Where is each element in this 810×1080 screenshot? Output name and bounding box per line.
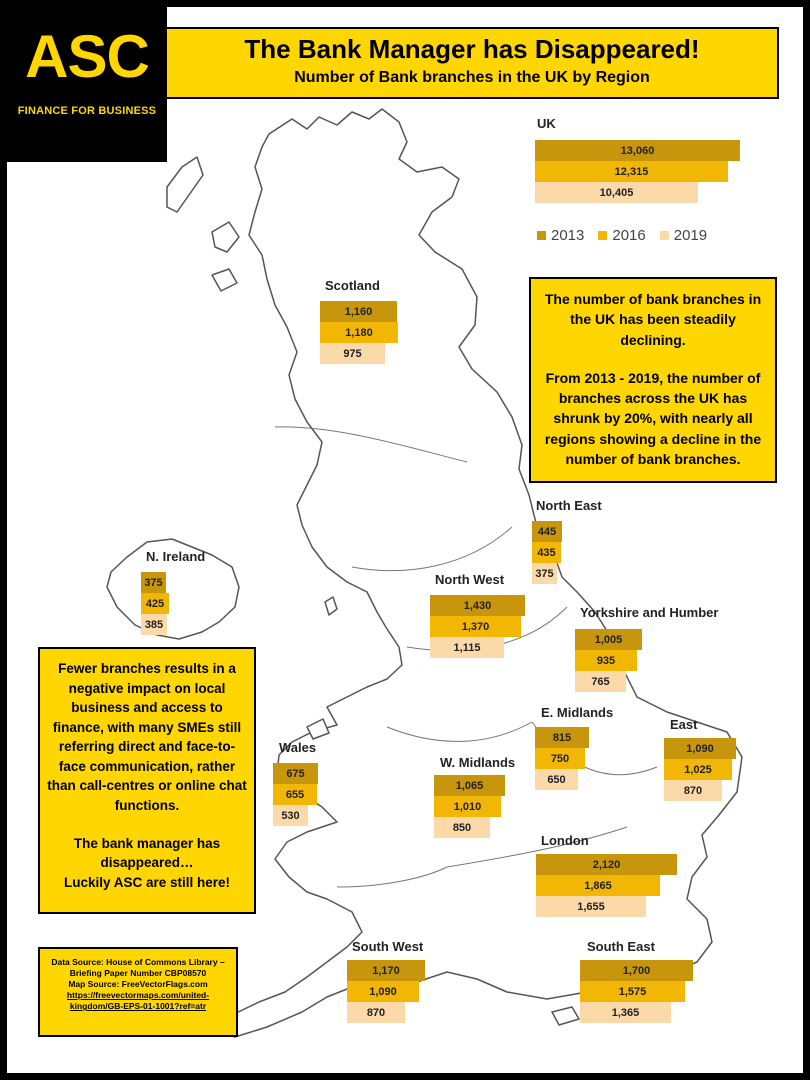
bar-east-2019 <box>664 780 722 801</box>
region-label-london: London <box>541 833 589 848</box>
bar-label-yorkshire-and-humber-2013: 1,005 <box>594 633 623 646</box>
asc-logo: ASC <box>25 23 149 90</box>
impact-info-box <box>38 647 256 914</box>
bar-label-east-2013: 1,090 <box>686 742 714 755</box>
bar-south-west-2016 <box>347 981 419 1002</box>
chart-legend <box>537 227 707 244</box>
bar-scotland-2019 <box>320 343 385 364</box>
legend-swatch-2016 <box>598 231 607 240</box>
bar-label-south-west-2016: 1,090 <box>369 985 397 998</box>
bar-label-w-midlands-2019: 850 <box>452 821 472 834</box>
bar-label-yorkshire-and-humber-2019: 765 <box>591 675 610 688</box>
region-label-wales: Wales <box>279 740 317 755</box>
bar-label-east-2016: 1,025 <box>684 763 712 776</box>
bar-north-west-2013 <box>430 595 525 616</box>
legend-label-2016: 2016 <box>612 227 646 244</box>
bar-yorkshire-and-humber-2013 <box>575 629 642 650</box>
bar-n-ireland-2016 <box>141 593 169 614</box>
bar-label-wales-2016: 655 <box>285 788 305 801</box>
region-label-w-midlands: W. Midlands <box>440 755 516 770</box>
bar-label-n-ireland-2013: 375 <box>144 576 163 589</box>
map-source-link[interactable]: https://freevectormaps.com/united-kingdom/GB-EPS-01-1001?ref=atr <box>66 990 210 1012</box>
bar-label-w-midlands-2016: 1,010 <box>453 800 482 813</box>
bar-label-e-midlands-2019: 650 <box>547 773 566 786</box>
page-title: The Bank Manager has Disappeared! <box>244 34 700 64</box>
data-source-text: Data Source: House of Commons Library – Briefing Paper Number CBP08570 <box>51 957 225 979</box>
bar-label-scotland-2013: 1,160 <box>344 305 373 318</box>
bar-north-east-2013 <box>532 521 562 542</box>
mull-outline <box>212 269 237 291</box>
bar-label-london-2019: 1,655 <box>577 900 605 913</box>
impact-para-2: The bank manager has disappeared… <box>73 835 221 871</box>
bar-label-north-west-2013: 1,430 <box>463 599 492 612</box>
bar-south-west-2019 <box>347 1002 405 1023</box>
legend-item-2016 <box>598 227 645 244</box>
bar-uk-2016 <box>535 161 728 182</box>
bar-label-w-midlands-2013: 1,065 <box>455 779 484 792</box>
bar-scotland-2013 <box>320 301 397 322</box>
bar-label-london-2013: 2,120 <box>592 858 621 871</box>
bar-label-south-east-2013: 1,700 <box>622 964 651 977</box>
logo-block <box>7 7 167 162</box>
page-subtitle: Number of Bank branches in the UK by Region <box>294 68 650 86</box>
bar-wales-2019 <box>273 805 308 826</box>
bar-label-north-east-2016: 435 <box>537 546 556 559</box>
bar-label-uk-2019: 10,405 <box>599 186 634 199</box>
bar-south-east-2013 <box>580 960 693 981</box>
skye-outline <box>212 222 239 252</box>
bar-wales-2016 <box>273 784 317 805</box>
isle-of-man-outline <box>325 597 337 615</box>
bar-w-midlands-2013 <box>434 775 505 796</box>
bar-london-2019 <box>536 896 646 917</box>
bar-label-north-west-2016: 1,370 <box>461 620 490 633</box>
impact-para-3: Luckily ASC are still here! <box>63 874 231 890</box>
bar-e-midlands-2016 <box>535 748 585 769</box>
bar-south-east-2019 <box>580 1002 671 1023</box>
title-banner <box>165 27 779 99</box>
bar-yorkshire-and-humber-2016 <box>575 650 637 671</box>
region-label-south-west: South West <box>352 939 424 954</box>
bar-label-e-midlands-2013: 815 <box>552 731 572 744</box>
region-label-east: East <box>670 717 698 732</box>
bar-label-south-east-2019: 1,365 <box>611 1006 640 1019</box>
region-label-uk: UK <box>537 116 556 131</box>
bar-label-east-2019: 870 <box>683 784 703 797</box>
region-label-north-west: North West <box>435 572 505 587</box>
region-label-e-midlands: E. Midlands <box>541 705 614 720</box>
bar-south-west-2013 <box>347 960 425 981</box>
bar-label-n-ireland-2019: 385 <box>144 618 164 631</box>
legend-swatch-2019 <box>660 231 669 240</box>
region-label-n-ireland: N. Ireland <box>146 549 206 564</box>
infographic-frame <box>7 7 803 1073</box>
bar-n-ireland-2019 <box>141 614 167 635</box>
decline-para-1: The number of bank branches in the UK has been steadily declining. <box>544 291 762 348</box>
bar-label-yorkshire-and-humber-2016: 935 <box>596 654 616 667</box>
legend-swatch-2013 <box>537 231 546 240</box>
bar-uk-2013 <box>535 140 740 161</box>
decline-info-box <box>529 277 777 483</box>
bar-label-scotland-2019: 975 <box>343 347 362 360</box>
source-box <box>38 947 238 1037</box>
bar-label-south-west-2013: 1,170 <box>372 964 400 977</box>
bar-label-n-ireland-2016: 425 <box>145 597 165 610</box>
map-source-text: Map Source: FreeVectorFlags.com <box>68 979 208 990</box>
bar-label-london-2016: 1,865 <box>584 879 612 892</box>
bar-london-2013 <box>536 854 677 875</box>
bar-south-east-2016 <box>580 981 685 1002</box>
decline-para-2: From 2013 - 2019, the number of branches across the UK has shrunk by 20%, with nearly all regions showing a decline in the number of bank branches. <box>544 369 762 468</box>
bar-label-north-east-2013: 445 <box>537 525 557 538</box>
logo-tagline: FINANCE FOR BUSINESS <box>17 105 157 117</box>
isle-of-wight-outline <box>552 1007 579 1025</box>
bar-label-south-east-2016: 1,575 <box>618 985 647 998</box>
region-label-scotland: Scotland <box>325 278 380 293</box>
western-isles-outline <box>167 157 203 212</box>
bar-london-2016 <box>536 875 660 896</box>
bar-e-midlands-2013 <box>535 727 589 748</box>
bar-label-north-east-2019: 375 <box>535 567 554 580</box>
bar-north-west-2016 <box>430 616 521 637</box>
bar-label-uk-2016: 12,315 <box>614 165 649 178</box>
bar-north-east-2016 <box>532 542 561 563</box>
legend-label-2013: 2013 <box>551 227 585 244</box>
legend-item-2013 <box>537 227 584 244</box>
bar-uk-2019 <box>535 182 698 203</box>
bar-w-midlands-2016 <box>434 796 501 817</box>
impact-para-1: Fewer branches results in a negative impact on local business and access to finance, with many SMEs still referring direct and face-to-face communication, rather than call-centres or online chat functions. <box>47 661 247 813</box>
bar-scotland-2016 <box>320 322 398 343</box>
bar-wales-2013 <box>273 763 318 784</box>
bar-north-east-2019 <box>532 563 557 584</box>
bar-label-north-west-2019: 1,115 <box>453 641 481 654</box>
bar-e-midlands-2019 <box>535 769 578 790</box>
bar-label-wales-2013: 675 <box>286 767 305 780</box>
bar-label-wales-2019: 530 <box>281 809 300 822</box>
region-label-north-east: North East <box>536 498 602 513</box>
bar-north-west-2019 <box>430 637 504 658</box>
bar-label-e-midlands-2016: 750 <box>550 752 570 765</box>
region-label-yorkshire-and-humber: Yorkshire and Humber <box>580 605 719 620</box>
bar-n-ireland-2013 <box>141 572 166 593</box>
bar-east-2013 <box>664 738 736 759</box>
bar-label-scotland-2016: 1,180 <box>345 326 373 339</box>
bar-label-uk-2013: 13,060 <box>620 144 655 157</box>
region-label-south-east: South East <box>587 939 655 954</box>
bar-w-midlands-2019 <box>434 817 490 838</box>
legend-label-2019: 2019 <box>673 227 708 244</box>
bar-east-2016 <box>664 759 732 780</box>
bar-yorkshire-and-humber-2019 <box>575 671 626 692</box>
legend-item-2019 <box>660 227 707 244</box>
bar-label-south-west-2019: 870 <box>366 1006 386 1019</box>
